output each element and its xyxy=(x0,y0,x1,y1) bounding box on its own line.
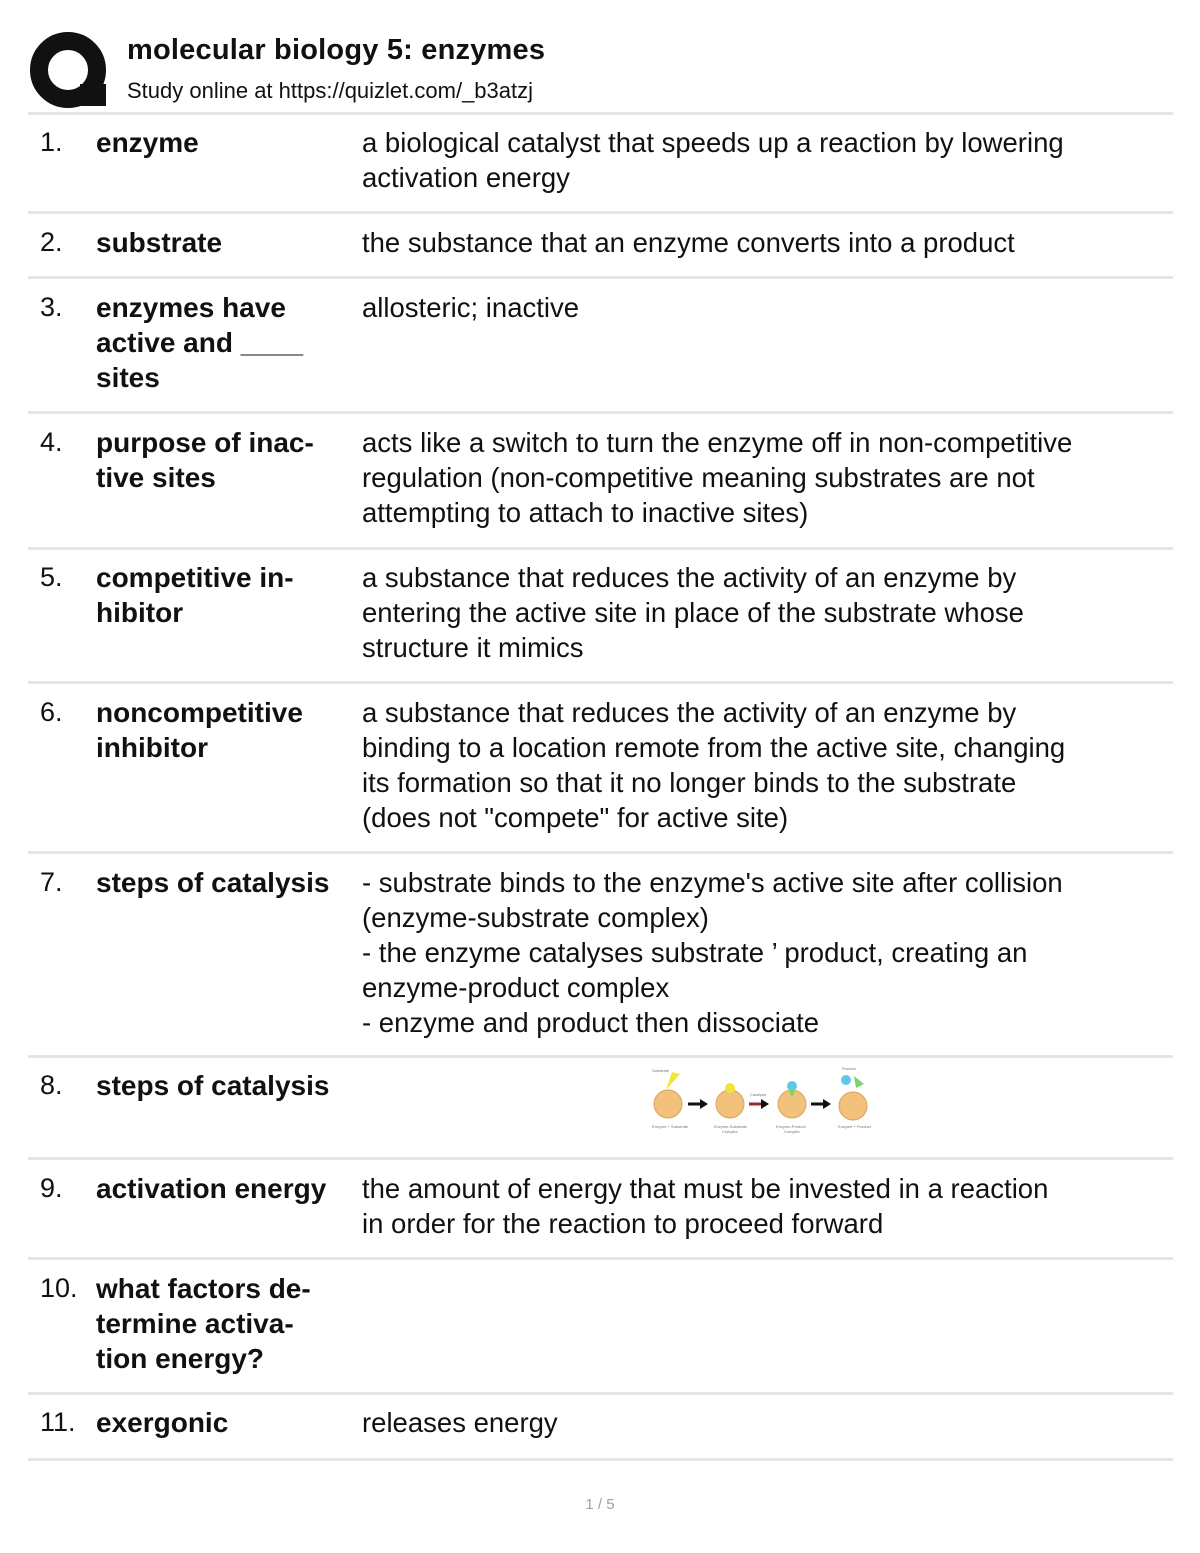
card-term: exergonic xyxy=(96,1407,229,1438)
divider xyxy=(28,851,1173,854)
divider xyxy=(28,1392,1173,1395)
divider xyxy=(28,411,1173,414)
page-number: 1 / 5 xyxy=(585,1496,615,1513)
card-definition: a biological catalyst that speeds up a reaction by lowering activation energy xyxy=(362,127,1064,193)
card-definition: a substance that reduces the activity of an enzyme by entering the active site in place of the substrate whose structure it mimics xyxy=(362,562,1024,663)
card-number: 6. xyxy=(40,697,63,727)
card-term: steps of catalysis xyxy=(96,867,330,898)
page-title: molecular biology 5: enzymes xyxy=(127,34,546,66)
divider xyxy=(28,112,1173,115)
svg-text:Enzyme + Product: Enzyme + Product xyxy=(838,1124,871,1129)
study-online-link[interactable]: Study online at https://quizlet.com/_b3atzj xyxy=(127,78,534,103)
card-number: 9. xyxy=(40,1173,63,1203)
svg-text:Enzyme-Product: Enzyme-Product xyxy=(776,1124,806,1129)
card-term: activation energy xyxy=(96,1173,327,1204)
card-definition: releases energy xyxy=(362,1407,558,1438)
card-definition: acts like a switch to turn the enzyme off in non-competitive regulation (non-competitive meaning substrates are not attempting to attach to inactive sites) xyxy=(362,427,1073,528)
divider xyxy=(28,1055,1173,1058)
divider xyxy=(28,547,1173,550)
card-term: purpose of inac- tive sites xyxy=(96,427,314,493)
card-term: what factors de- termine activa- tion energy? xyxy=(96,1273,311,1374)
card-number: 8. xyxy=(40,1070,63,1100)
svg-text:Complex: Complex xyxy=(784,1129,800,1134)
svg-text:Enzyme + Substrate: Enzyme + Substrate xyxy=(652,1124,689,1129)
svg-text:Substrate: Substrate xyxy=(652,1068,670,1073)
svg-text:Complex: Complex xyxy=(722,1129,738,1134)
enzyme-catalysis-diagram-icon xyxy=(642,1062,872,1134)
divider xyxy=(28,1458,1173,1461)
svg-text:Catalysis: Catalysis xyxy=(750,1092,767,1097)
divider xyxy=(28,681,1173,684)
card-term: enzyme xyxy=(96,127,199,158)
divider xyxy=(28,1257,1173,1260)
card-number: 4. xyxy=(40,427,63,457)
card-definition: - substrate binds to the enzyme's active site after collision (enzyme-substrate complex) - the enzyme catalyses substrate ’ product, creating an enzyme-product complex - enzyme and product then dissociate xyxy=(362,867,1063,1038)
card-number: 11. xyxy=(40,1407,76,1437)
card-definition: the substance that an enzyme converts into a product xyxy=(362,227,1015,258)
card-number: 1. xyxy=(40,127,63,157)
card-definition: a substance that reduces the activity of an enzyme by binding to a location remote from the active site, changing its formation so that it no longer binds to the substrate (does not "compete" for active site) xyxy=(362,697,1066,833)
divider xyxy=(28,211,1173,214)
card-term: substrate xyxy=(96,227,223,258)
divider xyxy=(28,276,1173,279)
svg-text:Enzyme-Substrate: Enzyme-Substrate xyxy=(714,1124,747,1129)
card-term: steps of catalysis xyxy=(96,1070,330,1101)
svg-text:Product: Product xyxy=(842,1066,856,1071)
card-term: enzymes have active and ____ sites xyxy=(96,292,304,393)
page-header xyxy=(30,28,1175,112)
divider xyxy=(28,1157,1173,1160)
card-term: noncompetitive inhibitor xyxy=(96,697,303,763)
card-number: 7. xyxy=(40,867,63,897)
card-number: 10. xyxy=(40,1273,78,1303)
card-term: competitive in- hibitor xyxy=(96,562,294,628)
card-definition: allosteric; inactive xyxy=(362,292,580,323)
card-number: 3. xyxy=(40,292,63,322)
card-number: 2. xyxy=(40,227,63,257)
card-number: 5. xyxy=(40,562,63,592)
card-definition: the amount of energy that must be invested in a reaction in order for the reaction to proceed forward xyxy=(362,1173,1049,1239)
quizlet-logo-icon xyxy=(30,32,108,110)
